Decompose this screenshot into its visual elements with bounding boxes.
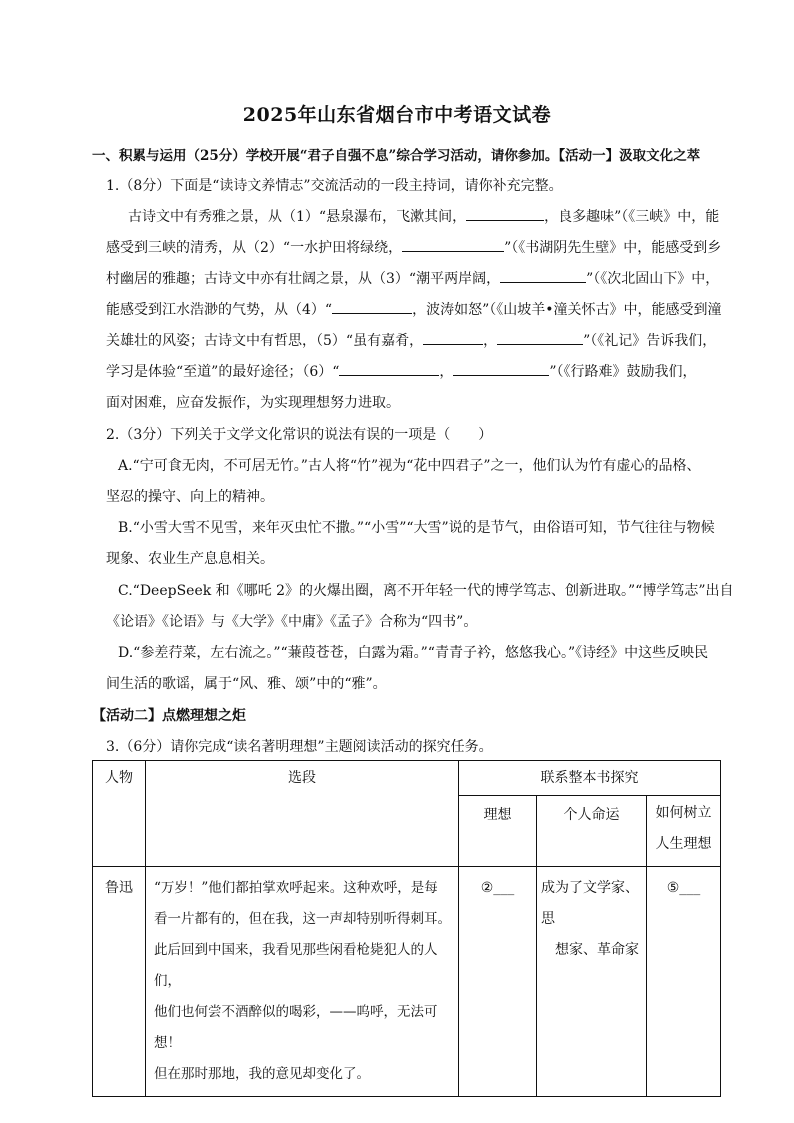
- answer-blank[interactable]: [423, 330, 483, 345]
- q1-line-7: 面对困难，应奋发振作，为实现理想努力进取。: [106, 395, 400, 411]
- question-3-stem: 3.（6分）请你完成“读名著明理想”主题阅读活动的探究任务。: [106, 739, 493, 755]
- answer-blank[interactable]: [332, 299, 412, 314]
- inquiry-table: [92, 760, 721, 1097]
- q1-line-6: 学习是体验“至道”的最好途径；（6）“ ， ”（《行路难》鼓励我们，: [106, 361, 697, 381]
- option-b-line-1: B.“小雪大雪不见雪，来年灭虫忙不撒。”“小雪”“大雪”说的是节气，由俗语可知，节气往往与物候: [118, 520, 715, 536]
- header-person: 人物: [93, 761, 146, 867]
- question-1-stem: 1.（8分）下面是“读诗文养情志”交流活动的一段主持词，请你补充完整。: [106, 178, 563, 194]
- header-passage: 选段: [146, 761, 459, 867]
- header-explore: 联系整本书探究: [459, 761, 721, 796]
- answer-blank[interactable]: [339, 361, 439, 376]
- option-a-line-1: A.“宁可食无肉，不可居无竹。”古人将“竹”视为“花中四君子”之一，他们认为竹有虚心的品格、: [118, 458, 701, 474]
- header-fate: 个人命运: [537, 796, 647, 867]
- option-c-line-1: C.“DeepSeek 和《哪吒 2》的火爆出圈，离不开年轻一代的博学笃志、创新进取。”“博学笃志”出自: [118, 583, 734, 599]
- option-c-line-2: 《论语》《论语》与《大学》《中庸》《孟子》合称为“四书”。: [106, 614, 478, 630]
- row-person: 鲁迅: [93, 867, 146, 1097]
- answer-blank[interactable]: [466, 206, 544, 221]
- option-b-line-2: 现象、农业生产息息相关。: [106, 551, 274, 567]
- q1-line-3: 村幽居的雅趣；古诗文中亦有壮阔之景，从（3）“潮平两岸阔， ”（《次北固山下》中，: [106, 268, 719, 288]
- option-d-line-2: 间生活的歌谣，属于“风、雅、颂”中的“雅”。: [106, 676, 387, 692]
- page-title: 2025年山东省烟台市中考语文试卷: [242, 104, 552, 126]
- answer-blank[interactable]: [402, 237, 504, 252]
- row-fate: 成为了文学家、思 想家、革命家: [537, 867, 647, 1097]
- answer-blank[interactable]: [500, 268, 586, 283]
- question-2-stem: 2.（3分）下列关于文学文化常识的说法有误的一项是（ ）: [106, 427, 493, 443]
- q1-line-4: 能感受到江水浩渺的气势，从（4）“ ，波涛如怒”（《山坡羊•潼关怀古》中，能感受到潼: [106, 299, 722, 319]
- row-passage: “万岁！”他们都拍掌欢呼起来。这种欢呼，是每 看一片都有的，但在我，这一声却特别听得刺耳。 此后回到中国来，我看见那些闲看枪毙犯人的人们， 他们也何尝不酒醉似的喝彩，——呜呼，无法可想！ 但在那时那地，我的意见却变化了。: [146, 867, 459, 1097]
- activity-2-heading: 【活动二】点燃理想之炬: [92, 708, 246, 724]
- header-ideal: 理想: [459, 796, 537, 867]
- q1-line-1: 古诗文中有秀雅之景，从（1）“悬泉瀑布，飞漱其间， ，良多趣味”（《三峡》中，能: [128, 206, 719, 226]
- section-heading: 一、积累与运用（25分）学校开展“君子自强不息”综合学习活动，请你参加。【活动一】汲取文化之萃: [92, 148, 701, 164]
- answer-blank[interactable]: [497, 330, 583, 345]
- option-a-line-2: 坚忍的操守、向上的精神。: [106, 489, 274, 505]
- q1-line-5: 关雄壮的风姿；古诗文中有哲思，（5）“虽有嘉肴， ， ”（《礼记》告诉我们，: [106, 330, 716, 350]
- row-how-blank[interactable]: ⑤___: [647, 867, 721, 1097]
- q1-line-2: 感受到三峡的清秀，从（2）“一水护田将绿绕， ”（《书湖阴先生壁》中，能感受到乡: [106, 237, 721, 257]
- row-ideal-blank[interactable]: ②___: [459, 867, 537, 1097]
- answer-blank[interactable]: [453, 361, 549, 376]
- header-how: 如何树立 人生理想: [647, 796, 721, 867]
- option-d-line-1: D.“参差荇菜，左右流之。”“蒹葭苍苍，白露为霜。”“青青子衿，悠悠我心。”《诗经》中这些反映民: [118, 645, 709, 661]
